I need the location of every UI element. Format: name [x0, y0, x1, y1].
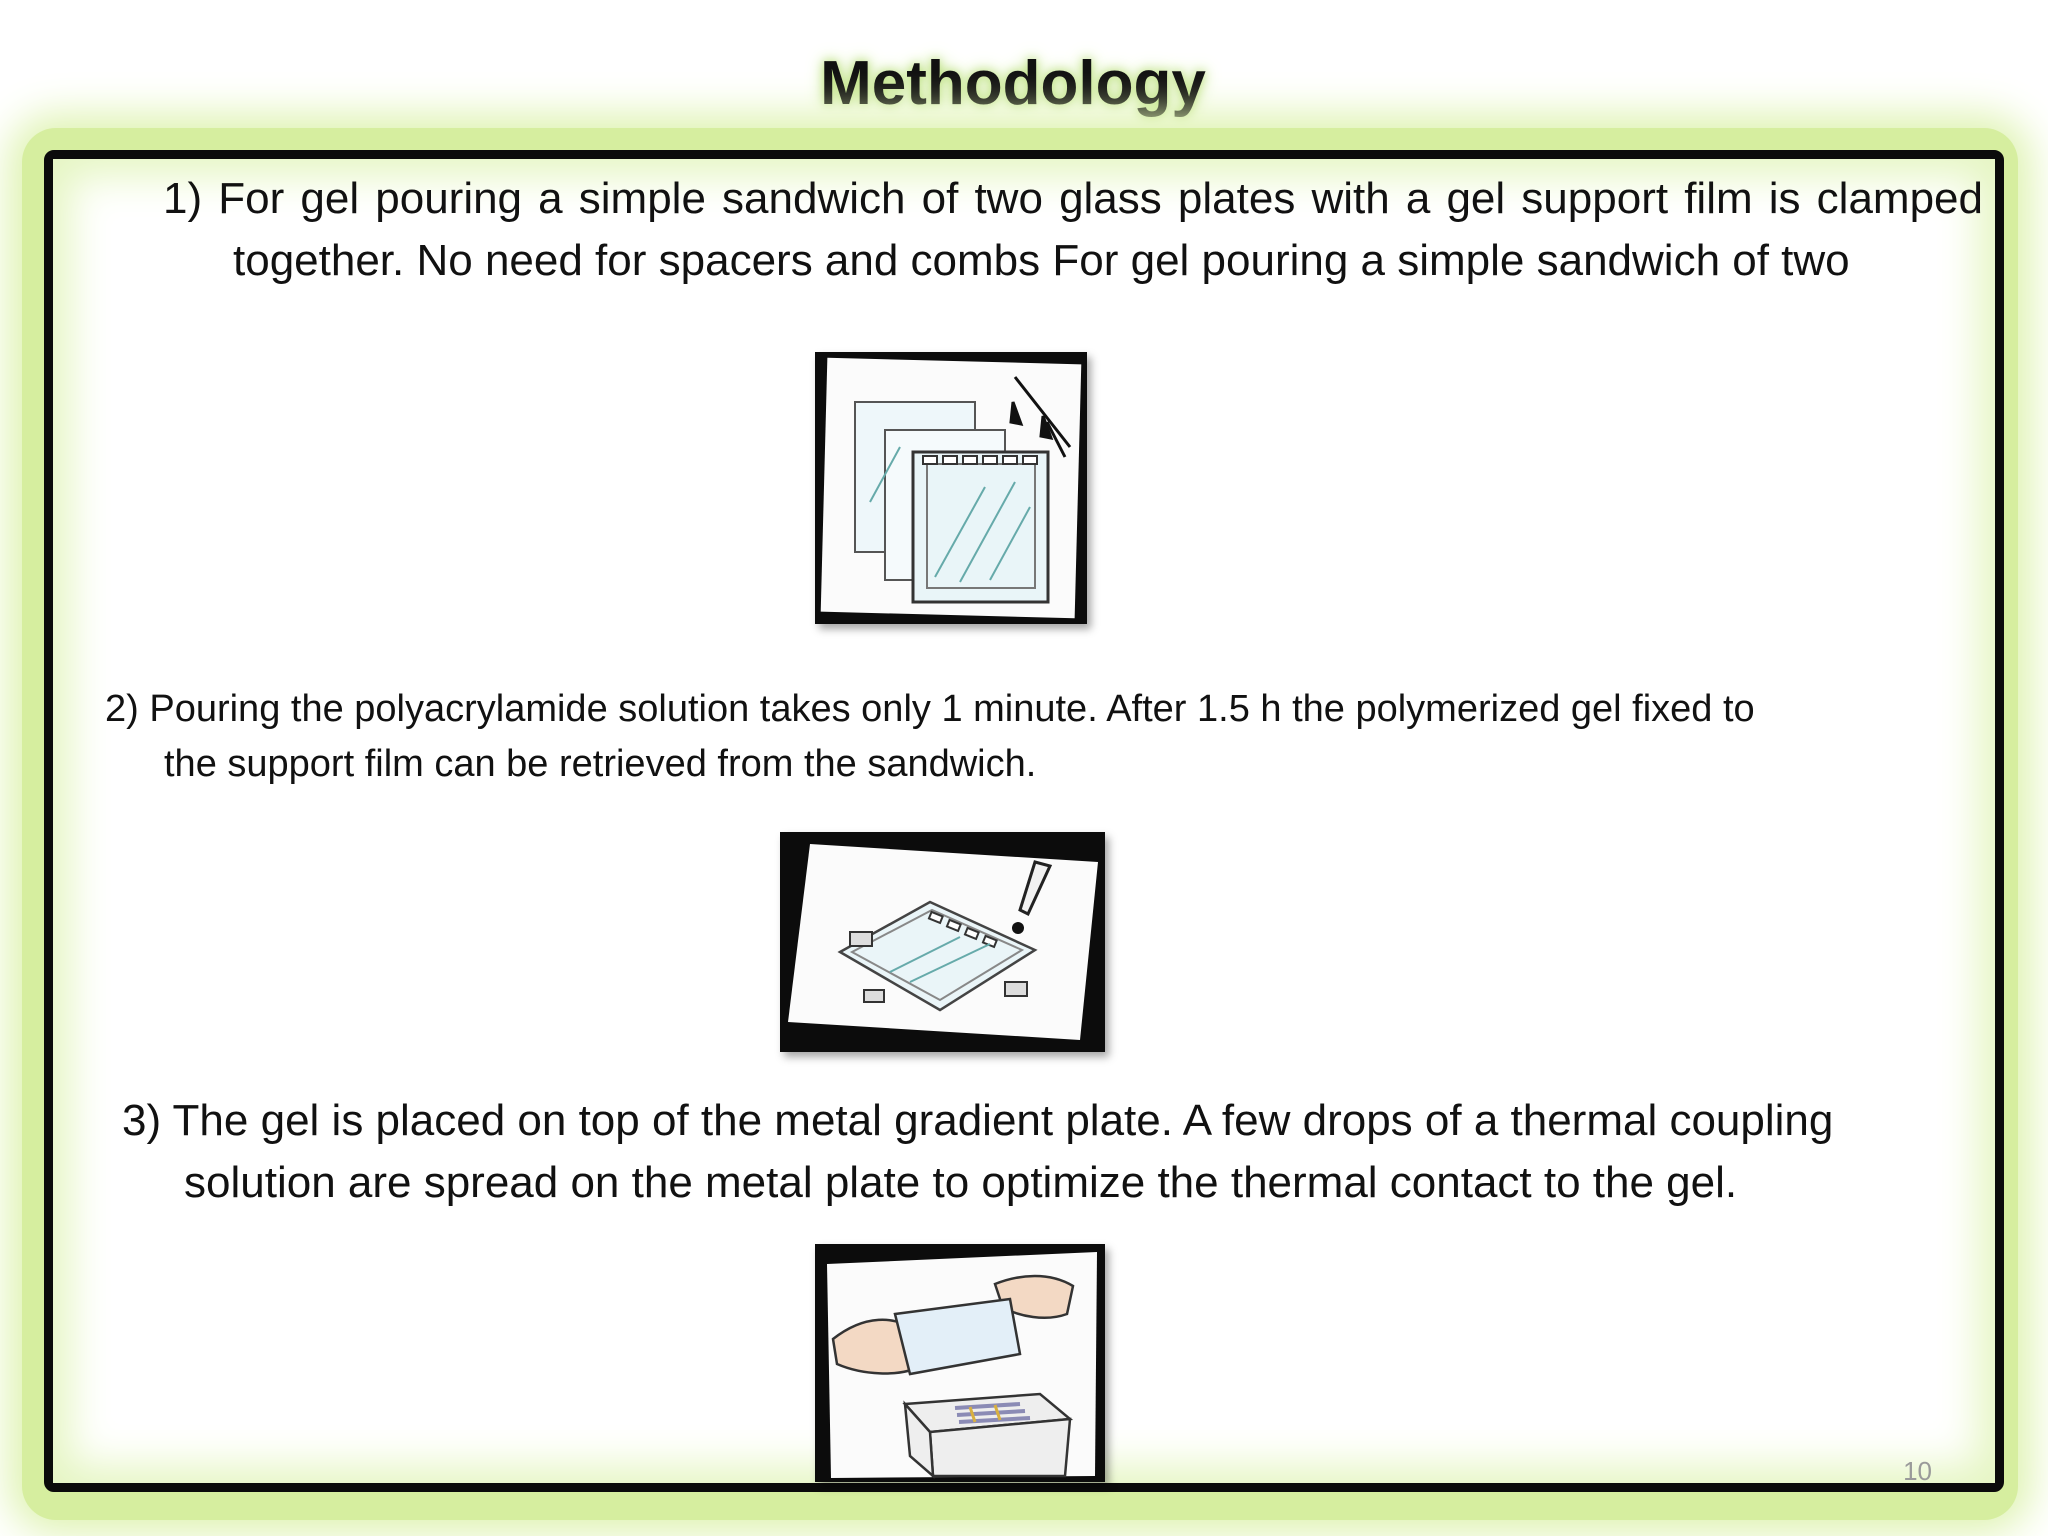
gel-on-gradient-plate-icon [815, 1244, 1105, 1482]
glass-plate-sandwich-icon [815, 352, 1087, 624]
gel-pouring-icon [780, 832, 1105, 1052]
step-1-text: 1) For gel pouring a simple sandwich of two glass plates with a gel support film is clamped together. No need for spacers and combs For gel pouring a simple sandwich of two [163, 174, 1983, 285]
slide-title: Methodology [820, 49, 1206, 118]
step-3-text: 3) The gel is placed on top of the metal gradient plate. A few drops of a thermal coupling solution are spread on the metal plate to optimize the thermal contact to the gel. [122, 1096, 1834, 1207]
step-2-text: 2) Pouring the polyacrylamide solution takes only 1 minute. After 1.5 h the polymerized gel fixed to the support film can be retrieved from the sandwich. [105, 688, 1755, 785]
slide-page-number: 10 [1903, 1456, 1932, 1486]
